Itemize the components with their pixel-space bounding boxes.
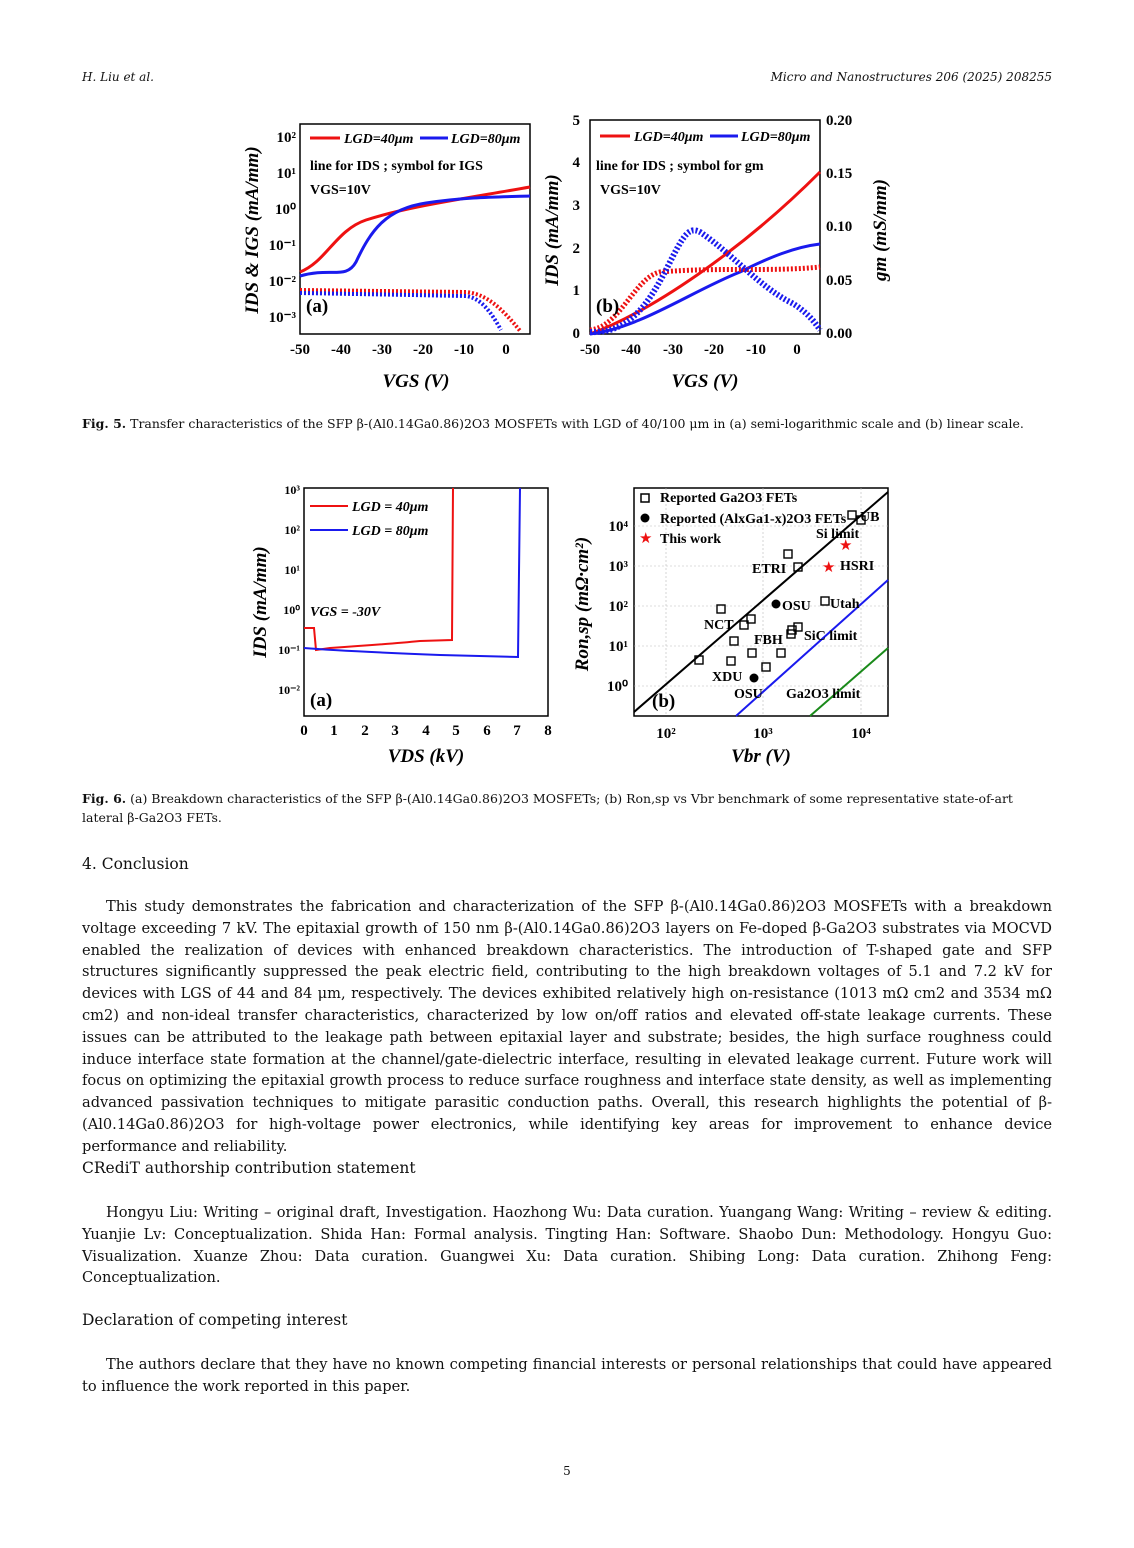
fig5a-xtick: -50 [290,342,310,358]
credit-paragraph: Hongyu Liu: Writing – original draft, Investigation. Haozhong Wu: Data curation. Yuangang Wang: Writing – review & editing. Yuanjie Lv: Conceptualization. Shida Han: Formal analysis. Tingting Han: Software. Shaobo Dun: Methodology. Hongyu Guo: Visualization. Xuanze Zhou: Data curation. Guangwei Xu: Data curation. Shibing Long: Data curation. Zhihong Feng: Conceptualization. [82,1204,1052,1287]
fig6a-xtick: 4 [422,723,430,739]
fig5a-panel-label: (a) [306,296,329,317]
fig6a-xtick: 7 [513,723,521,739]
fig5b-chart [540,112,900,402]
fig5a-xtick: 0 [502,342,510,358]
fig5b-ytick: 4 [572,155,580,171]
fig6a-xtick: 0 [300,723,308,739]
fig6a-ytick: 10⁻¹ [278,643,300,657]
fig6b-ytick: 10² [608,599,628,615]
fig5-caption-text: Transfer characteristics of the SFP β-(Al0.14Ga0.86)2O3 MOSFETs with LGD of 40/100 μm in (a) semi-logarithmic scale and (b) linear scale. [130,416,1024,431]
fig6b-legend-algao: Reported (AlxGa1-x)2O3 FETs [660,512,847,527]
fig6b-label-sic-limit: SiC limit [804,629,858,644]
fig5b-ytick: 3 [572,198,580,214]
fig5b-y2tick: 0.00 [826,326,853,342]
fig5b-y2tick: 0.10 [826,219,853,235]
fig5b-legend-80: LGD=80μm [741,130,811,145]
fig5b-legend-40: LGD=40μm [634,130,704,145]
fig6a-xtick: 3 [391,723,399,739]
fig6b-xlabel: Vbr (V) [731,746,791,767]
fig6a-chart [240,480,560,770]
fig6a-xtick: 8 [544,723,552,739]
fig6b-label-osu: OSU [782,599,811,614]
fig5b-xtick: -40 [621,342,641,358]
fig5b-ytick: 5 [572,113,580,129]
fig5a-vgs: VGS=10V [310,183,371,198]
fig6a-legend-80: LGD = 80μm [352,524,429,539]
fig6b-xtick: 10² [656,726,676,742]
fig5b-ytick: 2 [572,241,580,257]
fig5b-y2tick: 0.05 [826,273,853,289]
fig5a-ytick: 10⁻¹ [268,238,296,254]
fig6b-label-fbh: FBH [754,633,783,648]
fig5a-xlabel: VGS (V) [382,371,450,392]
fig5a-legend-80: LGD=80μm [451,132,521,147]
fig6-caption-text: (a) Breakdown characteristics of the SFP β-(Al0.14Ga0.86)2O3 MOSFETs; (b) Ron,sp vs Vbr benchmark of some representative state-of-art lateral β-Ga2O3 FETs. [82,791,1013,825]
fig6a-panel-label: (a) [310,690,333,711]
declaration-heading: Declaration of competing interest [82,1311,348,1329]
declaration-paragraph: The authors declare that they have no known competing financial interests or personal relationships that could have appeared to influence the work reported in this paper. [82,1356,1052,1395]
svg-text:★: ★ [639,531,653,547]
fig6b-legend-this-work: This work [660,532,722,547]
fig6b-ytick: 10¹ [608,639,628,655]
fig6a-xtick: 2 [361,723,369,739]
fig6a-ytick: 10⁰ [283,603,300,617]
fig6b-label-hsri: HSRI [840,559,875,574]
fig5b-note: line for IDS ; symbol for gm [596,159,764,174]
fig5a-ytick: 10⁻² [268,274,296,290]
running-header-authors: H. Liu et al. [82,70,154,84]
fig5a-ytick: 10² [276,130,296,146]
fig6b-label-si-limit: Si limit [816,527,860,542]
fig5-caption-label: Fig. 5. [82,416,127,431]
fig6b-legend-ga2o3: Reported Ga2O3 FETs [660,491,798,506]
fig6b-xtick: 10⁴ [851,726,871,742]
fig6b-xtick: 10³ [753,726,773,742]
fig5b-xtick: -10 [746,342,766,358]
fig6b-ylabel: Ron,sp (mΩ·cm²) [572,536,593,672]
fig6b-label-ub: UB [860,510,880,525]
fig5a-ytick: 10⁻³ [268,310,296,326]
fig6a-ylabel: IDS (mA/mm) [250,546,271,658]
credit-body [82,1202,1052,1289]
fig5b-xtick: -50 [580,342,600,358]
fig5b-xtick: 0 [793,342,801,358]
fig5a-ytick: 10¹ [276,166,296,182]
fig5a-xtick: -30 [372,342,392,358]
fig6a-xtick: 1 [330,723,338,739]
fig6a-ytick: 10¹ [284,563,300,577]
fig5b-ytick: 1 [572,283,580,299]
conclusion-heading: 4. Conclusion [82,855,189,873]
fig6a-xtick: 5 [452,723,460,739]
fig5a-chart [236,112,536,402]
fig5b-vgs: VGS=10V [600,183,661,198]
fig5b-y2tick: 0.15 [826,166,853,182]
svg-text:★: ★ [822,560,836,576]
fig6b-ytick: 10⁴ [608,519,628,535]
fig5a-xtick: -20 [413,342,433,358]
page-number: 5 [563,1464,571,1478]
fig6a-xtick: 6 [483,723,491,739]
fig5a-xtick: -10 [454,342,474,358]
fig5b-ylabel2: gm (mS/mm) [870,179,891,281]
svg-text:★: ★ [839,538,853,554]
fig6b-chart [566,480,896,770]
credit-heading: CRediT authorship contribution statement [82,1159,416,1177]
fig6a-legend-40: LGD = 40μm [352,500,429,515]
fig5a-ytick: 10⁰ [274,202,296,218]
fig6b-label-ga2o3-limit: Ga2O3 limit [786,687,861,702]
fig6a-vgs: VGS = -30V [310,605,381,620]
fig6b-ytick: 10³ [608,559,628,575]
fig6b-label-nct: NCT [704,618,734,633]
fig6b-label-utah: Utah [830,597,860,612]
fig6a-xlabel: VDS (kV) [387,746,465,767]
fig6b-label-xdu: XDU [712,670,743,685]
fig5b-ytick: 0 [572,326,580,342]
fig5b-xlabel: VGS (V) [671,371,739,392]
fig5b-ylabel: IDS (mA/mm) [542,174,563,286]
fig6-caption [82,789,1054,827]
fig5b-xtick: -30 [663,342,683,358]
fig5a-ylabel: IDS & IGS (mA/mm) [242,146,263,314]
fig5b-y2tick: 0.20 [826,113,853,129]
fig5a-legend-40: LGD=40μm [344,132,414,147]
declaration-body [82,1354,1052,1398]
fig6b-label-osu2: OSU [734,687,763,702]
fig6a-ytick: 10² [284,523,300,537]
fig5a-note: line for IDS ; symbol for IGS [310,159,483,174]
fig6b-ytick: 10⁰ [606,679,628,695]
fig5a-xtick: -40 [331,342,351,358]
fig6b-panel-label: (b) [652,691,676,712]
fig6a-ytick: 10³ [284,483,300,497]
fig6-caption-label: Fig. 6. [82,791,127,806]
running-header-journal: Micro and Nanostructures 206 (2025) 208255 [770,70,1052,84]
fig5b-panel-label: (b) [596,296,620,317]
fig6a-ytick: 10⁻² [278,683,300,697]
fig6b-label-etri: ETRI [752,562,787,577]
fig5-caption [82,414,1054,433]
conclusion-paragraph: This study demonstrates the fabrication and characterization of the SFP β-(Al0.14Ga0.86)2O3 MOSFETs with a breakdown voltage exceeding 7 kV. The epitaxial growth of 150 nm β-(Al0.14Ga0.86)2O3 layers on Fe-doped β-Ga2O3 substrates via MOCVD enabled the realization of devices with enhanced breakdown characteristics. The introduction of T-shaped gate and SFP structures significantly suppressed the peak electric field, contributing to the high breakdown voltages of 5.1 and 7.2 kV for devices with LGS of 44 and 84 μm, respectively. The devices exhibited relatively high on-resistance (1013 mΩ cm2 and 3534 mΩ cm2) and non-ideal transfer characteristics, characterized by low on/off ratios and elevated off-state leakage currents. These issues can be attributed to the leakage path between epitaxial layer and substrate; besides, the high surface roughness could induce interface state formation at the channel/gate-dielectric interface, resulting in elevated leakage current. Future work will focus on optimizing the epitaxial growth process to reduce surface roughness and interface state density, as well as implementing advanced passivation techniques to mitigate parasitic conduction paths. Overall, this research highlights the potential of β-(Al0.14Ga0.86)2O3 for high-voltage power electronics, while identifying key areas for improvement to enhance device performance and reliability. [82,898,1052,1155]
fig5b-xtick: -20 [704,342,724,358]
conclusion-body [82,896,1052,1158]
